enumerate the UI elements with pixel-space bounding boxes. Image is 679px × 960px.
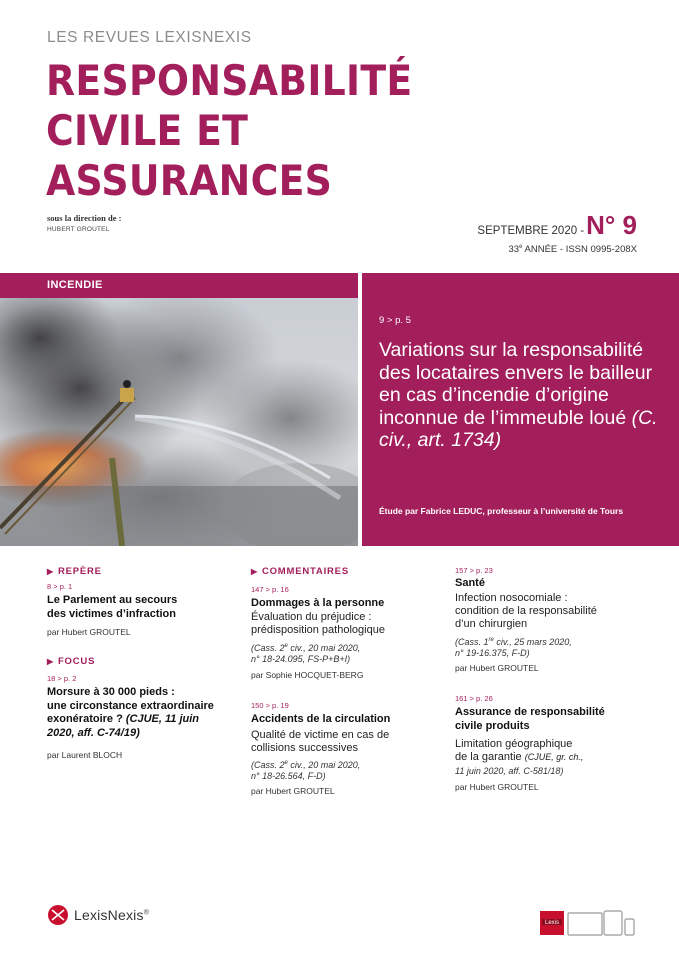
cite-text: (Cass. 2 <box>251 643 285 653</box>
journal-title <box>46 56 478 206</box>
badge-text: Lexis <box>544 920 560 926</box>
feature-author: Étude par Fabrice LEDUC, professeur à l’université de Tours <box>379 506 624 516</box>
article-subtitle-text: de la garantie <box>455 751 522 763</box>
fire-photo-image <box>0 298 358 546</box>
topic-label: INCENDIE <box>47 279 103 291</box>
article-cite: (CJUE, gr. ch., <box>524 752 584 762</box>
topic-banner <box>0 273 358 298</box>
cite-text: (Cass. 1 <box>455 637 489 647</box>
section-commentaires-label: COMMENTAIRES <box>261 566 349 577</box>
article-title[interactable] <box>455 706 605 733</box>
section-focus <box>47 656 95 667</box>
cite-text: civ., 25 mars 2020, <box>493 637 572 647</box>
section-repere-label: REPÈRE <box>57 566 102 577</box>
article-author: par Hubert GROUTEL <box>455 782 539 792</box>
title-line-1: RESPONSABILITÉ <box>46 56 413 105</box>
article-title-line: des victimes d’infraction <box>47 607 176 620</box>
title-line-3: ASSURANCES <box>46 156 333 205</box>
article-title[interactable] <box>47 686 247 740</box>
cover-photo <box>0 298 358 546</box>
direction-label: sous la direction de : <box>47 213 122 223</box>
article-subtitle-line: Évaluation du préjudice : <box>251 611 372 623</box>
section-repere <box>47 566 102 577</box>
article-subtitle-line: Limitation géographique <box>455 738 573 750</box>
cite-sup: e <box>284 760 288 766</box>
feature-headline <box>379 339 675 452</box>
article-ref: 18 > p. 2 <box>47 674 77 683</box>
issue-date: SEPTEMBRE 2020 - <box>477 225 585 237</box>
article-author: par Laurent BLOCH <box>47 750 123 760</box>
title-line-2: CIVILE ET <box>46 106 249 155</box>
director-name: HUBERT GROUTEL <box>47 226 110 233</box>
feature-headline-text: Variations sur la responsabilité des locataires envers le bailleur en cas d’incendie d’origine inconnue de l’immeuble loué <box>379 339 653 429</box>
article-title-text: exonératoire ? <box>47 713 123 725</box>
article-subtitle-line <box>455 751 583 764</box>
article-subtitle-line: condition de la responsabilité <box>455 605 597 617</box>
article-cite <box>251 758 360 782</box>
article-subtitle-line: collisions successives <box>251 742 358 754</box>
cite-line: n° 18-24.095, FS-P+B+I) <box>251 653 351 664</box>
article-cite: (CJUE, 11 juin <box>125 713 200 725</box>
year-suffix: e <box>519 244 523 250</box>
article-ref: 8 > p. 1 <box>47 582 73 591</box>
article-title-line: civile produits <box>455 719 530 732</box>
article-title[interactable]: Dommages à la personne <box>251 597 385 609</box>
year-number: 33 <box>508 244 520 256</box>
issue-number: N° 9 <box>586 210 637 240</box>
cite-line <box>251 758 360 771</box>
triangle-icon: ▶ <box>47 567 54 576</box>
feature-ref: 9 > p. 5 <box>379 315 411 326</box>
cite-text: civ., 20 mai 2020, <box>287 760 361 770</box>
cite-line <box>455 635 572 648</box>
article-author: par Hubert GROUTEL <box>455 663 539 673</box>
publisher-logo <box>47 904 149 926</box>
triangle-icon: ▶ <box>251 567 258 576</box>
article-subtitle-line: d’un chirurgien <box>455 618 528 630</box>
logo-text <box>74 907 149 923</box>
article-subtitle <box>455 592 597 631</box>
cite-line: n° 18-26.564, F-D) <box>251 770 326 781</box>
featured-article[interactable] <box>362 273 679 546</box>
article-author: par Hubert GROUTEL <box>251 786 335 796</box>
cite-text: (Cass. 2 <box>251 760 285 770</box>
article-subtitle <box>251 729 389 755</box>
article-cite <box>455 635 572 659</box>
cite-line <box>251 641 360 654</box>
cite-text: civ., 20 mai 2020, <box>287 643 361 653</box>
feature-headline-cite: (C. civ., art. 1734) <box>379 406 658 452</box>
cite-sup: re <box>488 637 494 643</box>
article-title[interactable]: Santé <box>455 577 485 589</box>
year-issn-text: ANNÉE - ISSN 0995-208X <box>522 244 637 256</box>
article-subtitle <box>455 738 583 764</box>
article-cite: 11 juin 2020, aff. C-581/18) <box>455 766 564 776</box>
article-title-line: une circonstance extraordinaire <box>47 699 214 712</box>
article-author: par Hubert GROUTEL <box>47 627 131 637</box>
cite-line: n° 19-16.375, F-D) <box>455 647 530 658</box>
article-title[interactable] <box>47 594 177 621</box>
article-ref: 150 > p. 19 <box>251 701 289 710</box>
devices-graphic <box>540 907 636 937</box>
article-subtitle-line: Infection nosocomiale : <box>455 592 568 604</box>
devices-icon <box>540 907 636 942</box>
article-title-line <box>47 727 247 741</box>
year-issn <box>508 244 637 255</box>
series-name: LES REVUES LEXISNEXIS <box>47 29 252 46</box>
article-ref: 157 > p. 23 <box>455 566 493 575</box>
article-author: par Sophie HOCQUET-BERG <box>251 670 364 680</box>
article-title-line <box>47 713 247 727</box>
article-subtitle <box>251 611 385 637</box>
article-title-line: Assurance de responsabilité <box>455 706 605 718</box>
article-title-line: Morsure à 30 000 pieds : <box>47 686 175 698</box>
logo-mark: ® <box>143 909 150 917</box>
lexisnexis-logo-icon <box>47 904 69 926</box>
triangle-icon: ▶ <box>47 657 54 666</box>
article-subtitle-line: prédisposition pathologique <box>251 624 385 636</box>
cite-sup: e <box>284 643 288 649</box>
article-title[interactable]: Accidents de la circulation <box>251 713 391 725</box>
article-ref: 161 > p. 26 <box>455 694 493 703</box>
article-cite: 2020, aff. C-74/19) <box>47 726 140 739</box>
article-cite <box>251 641 360 665</box>
section-commentaires <box>251 566 349 577</box>
article-title-line: Le Parlement au secours <box>47 594 178 606</box>
issue-info <box>477 210 637 241</box>
article-subtitle-line: Qualité de victime en cas de <box>251 729 390 741</box>
section-focus-label: FOCUS <box>57 656 96 667</box>
logo-word: LexisNexis <box>74 907 144 923</box>
article-ref: 147 > p. 16 <box>251 585 289 594</box>
